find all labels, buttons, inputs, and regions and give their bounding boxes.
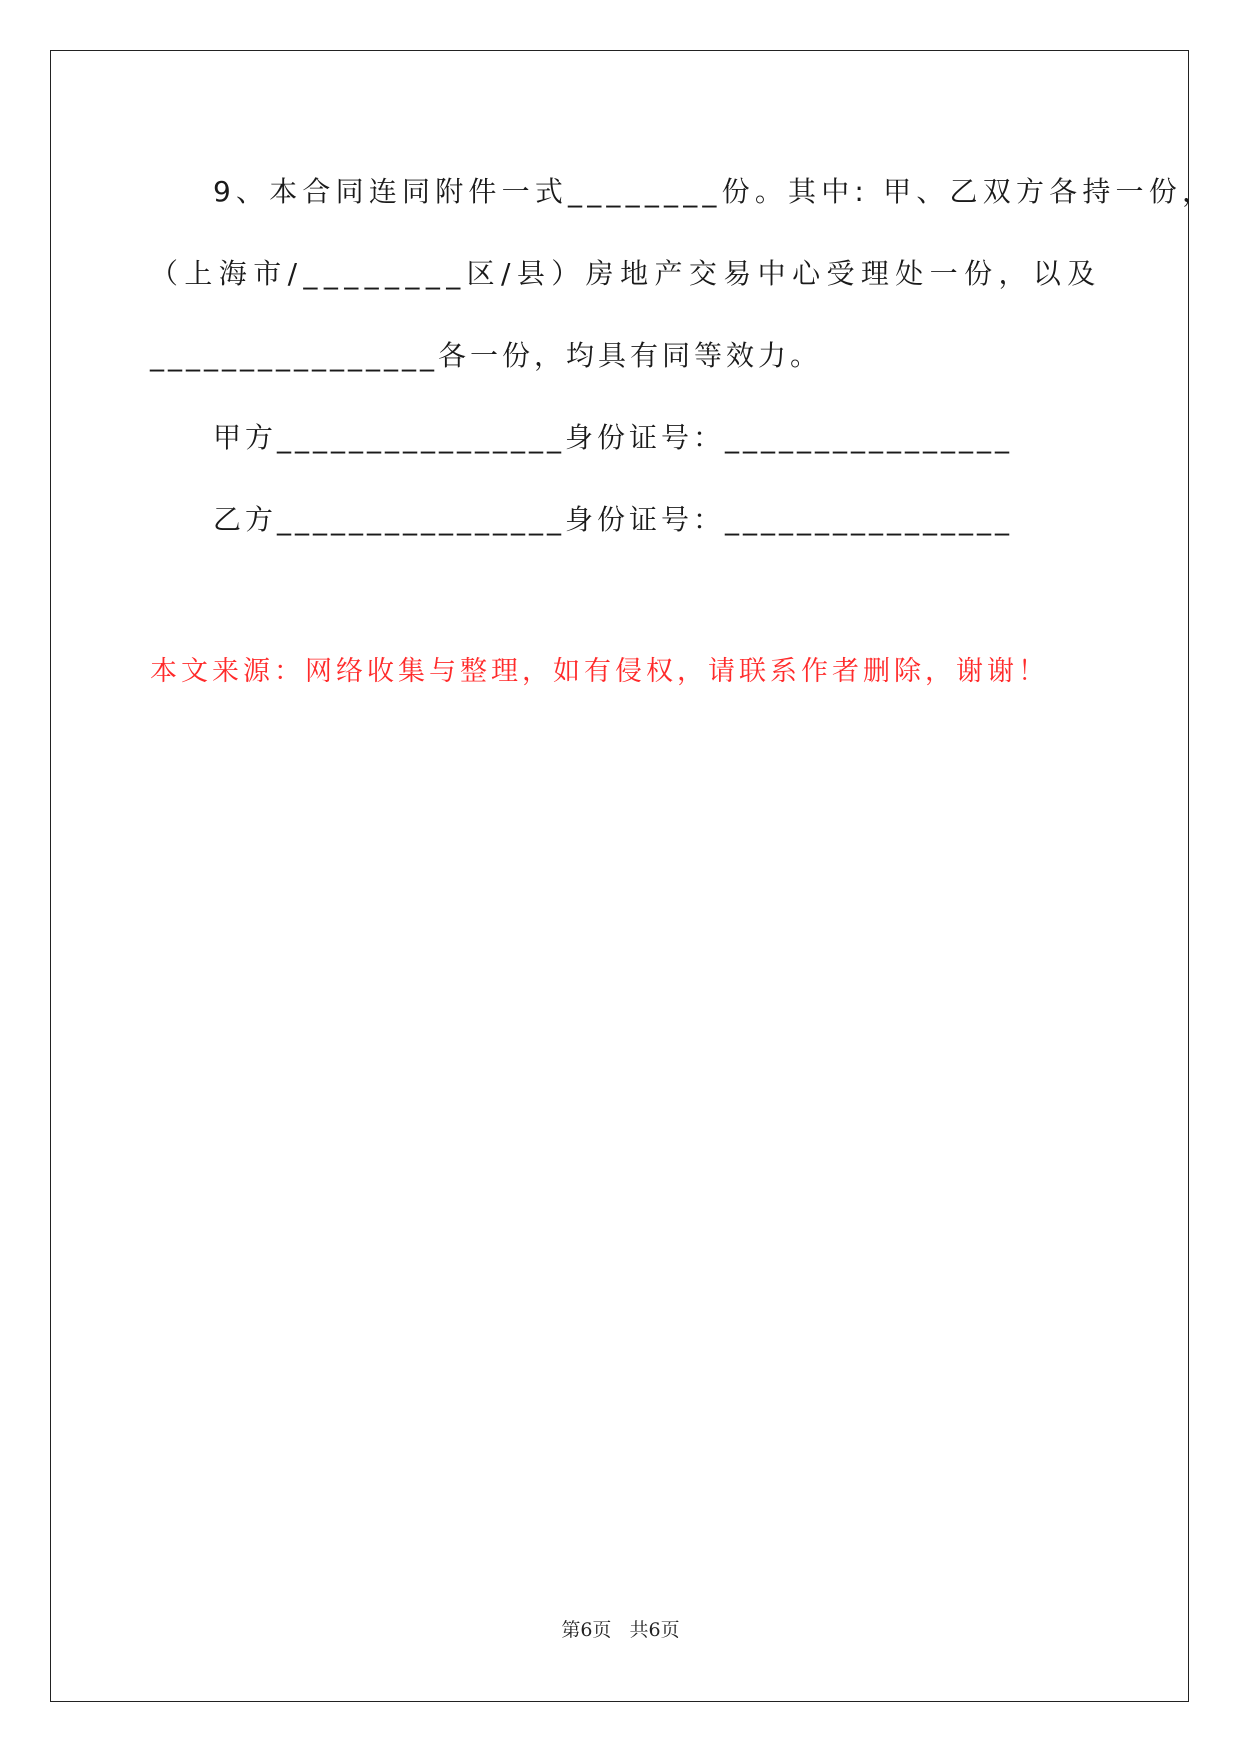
page-footer: 第6页 共6页 [561, 1619, 680, 1641]
source-note: 本文来源：网络收集与整理，如有侵权，请联系作者删除，谢谢！ [150, 656, 1049, 687]
clause-9-line-2: （上海市/________区/县）房地产交易中心受理处一份，以及 [150, 257, 1102, 290]
party-a-signature-line: 甲方________________身份证号：________________ [213, 421, 1014, 454]
clause-9-line-1: 9、本合同连同附件一式________份。其中: 甲、乙双方各持一份， [213, 175, 1216, 208]
page-border [50, 50, 1189, 1702]
clause-9-line-3: ________________各一份，均具有同等效力。 [150, 339, 823, 372]
party-b-signature-line: 乙方________________身份证号：________________ [213, 503, 1014, 536]
